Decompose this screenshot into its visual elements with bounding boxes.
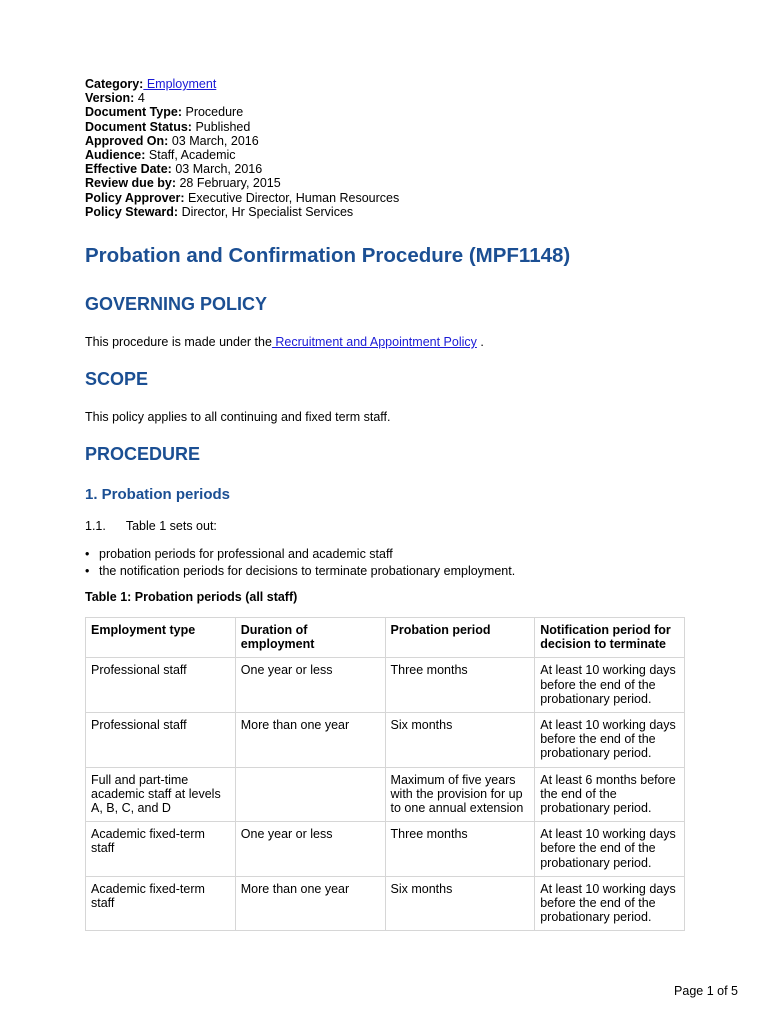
meta-category: Category: Employment bbox=[85, 77, 217, 91]
header-duration: Duration of employment bbox=[235, 618, 385, 658]
meta-policy-approver: Policy Approver: Executive Director, Human Resources bbox=[85, 190, 400, 205]
metadata-block bbox=[85, 77, 685, 219]
scope-heading: SCOPE bbox=[85, 369, 149, 390]
table-cell: Professional staff bbox=[86, 658, 236, 713]
procedure-heading: PROCEDURE bbox=[85, 444, 201, 465]
table-cell: At least 10 working days before the end of the probationary period. bbox=[535, 713, 685, 768]
meta-document-type: Document Type: Procedure bbox=[85, 105, 244, 120]
meta-approved-on: Approved On: 03 March, 2016 bbox=[85, 133, 259, 148]
table-cell: One year or less bbox=[235, 822, 385, 877]
table-header-row bbox=[86, 618, 685, 658]
table-cell: Six months bbox=[385, 876, 535, 931]
meta-policy-steward: Policy Steward: Director, Hr Specialist Services bbox=[85, 204, 354, 219]
table-cell: Maximum of five years with the provision for up to one annual extension bbox=[385, 767, 535, 822]
table-row bbox=[86, 822, 685, 877]
header-employment-type: Employment type bbox=[86, 618, 236, 658]
category-link[interactable]: Employment bbox=[143, 77, 217, 91]
table-cell: At least 10 working days before the end of the probationary period. bbox=[535, 822, 685, 877]
meta-document-status: Document Status: Published bbox=[85, 119, 251, 134]
table-cell: More than one year bbox=[235, 713, 385, 768]
clause-1-1: 1.1. Table 1 sets out: bbox=[85, 519, 217, 534]
table-cell: More than one year bbox=[235, 876, 385, 931]
header-probation-period: Probation period bbox=[385, 618, 535, 658]
table-cell: At least 10 working days before the end of the probationary period. bbox=[535, 658, 685, 713]
meta-version: Version: 4 bbox=[85, 91, 145, 106]
recruitment-policy-link[interactable]: Recruitment and Appointment Policy bbox=[271, 335, 477, 350]
table-cell: Academic fixed-term staff bbox=[86, 876, 236, 931]
table-cell: Full and part-time academic staff at levels A, B, C, and D bbox=[86, 767, 236, 822]
meta-review-due: Review due by: 28 February, 2015 bbox=[85, 176, 281, 191]
table-cell: Professional staff bbox=[86, 713, 236, 768]
probation-periods-heading: 1. Probation periods bbox=[85, 486, 231, 504]
table-row bbox=[86, 767, 685, 822]
meta-audience: Audience: Staff, Academic bbox=[85, 148, 236, 163]
table-row bbox=[86, 713, 685, 768]
table-cell: One year or less bbox=[235, 658, 385, 713]
governing-policy-text: This procedure is made under the Recruitment and Appointment Policy . bbox=[85, 335, 484, 350]
table-cell: Academic fixed-term staff bbox=[86, 822, 236, 877]
table-cell: Three months bbox=[385, 822, 535, 877]
table-cell: Six months bbox=[385, 713, 535, 768]
table-row bbox=[86, 876, 685, 931]
table-cell bbox=[235, 767, 385, 822]
list-item: • the notification periods for decisions to terminate probationary employment. bbox=[85, 563, 685, 580]
page-number: Page 1 of 5 bbox=[674, 984, 738, 998]
governing-policy-heading: GOVERNING POLICY bbox=[85, 294, 268, 315]
page-title: Probation and Confirmation Procedure (MPF1148) bbox=[85, 244, 571, 268]
table-cell: At least 10 working days before the end of the probationary period. bbox=[535, 876, 685, 931]
scope-text: This policy applies to all continuing and fixed term staff. bbox=[85, 410, 391, 425]
table-caption: Table 1: Probation periods (all staff) bbox=[85, 590, 298, 605]
bullet-list bbox=[85, 546, 685, 580]
table-cell: Three months bbox=[385, 658, 535, 713]
probation-table bbox=[85, 617, 685, 931]
document-page bbox=[85, 77, 685, 931]
header-notification-period: Notification period for decision to terminate bbox=[535, 618, 685, 658]
table-cell: At least 6 months before the end of the probationary period. bbox=[535, 767, 685, 822]
meta-effective-date: Effective Date: 03 March, 2016 bbox=[85, 162, 263, 177]
table-row bbox=[86, 658, 685, 713]
list-item: • probation periods for professional and academic staff bbox=[85, 546, 685, 563]
